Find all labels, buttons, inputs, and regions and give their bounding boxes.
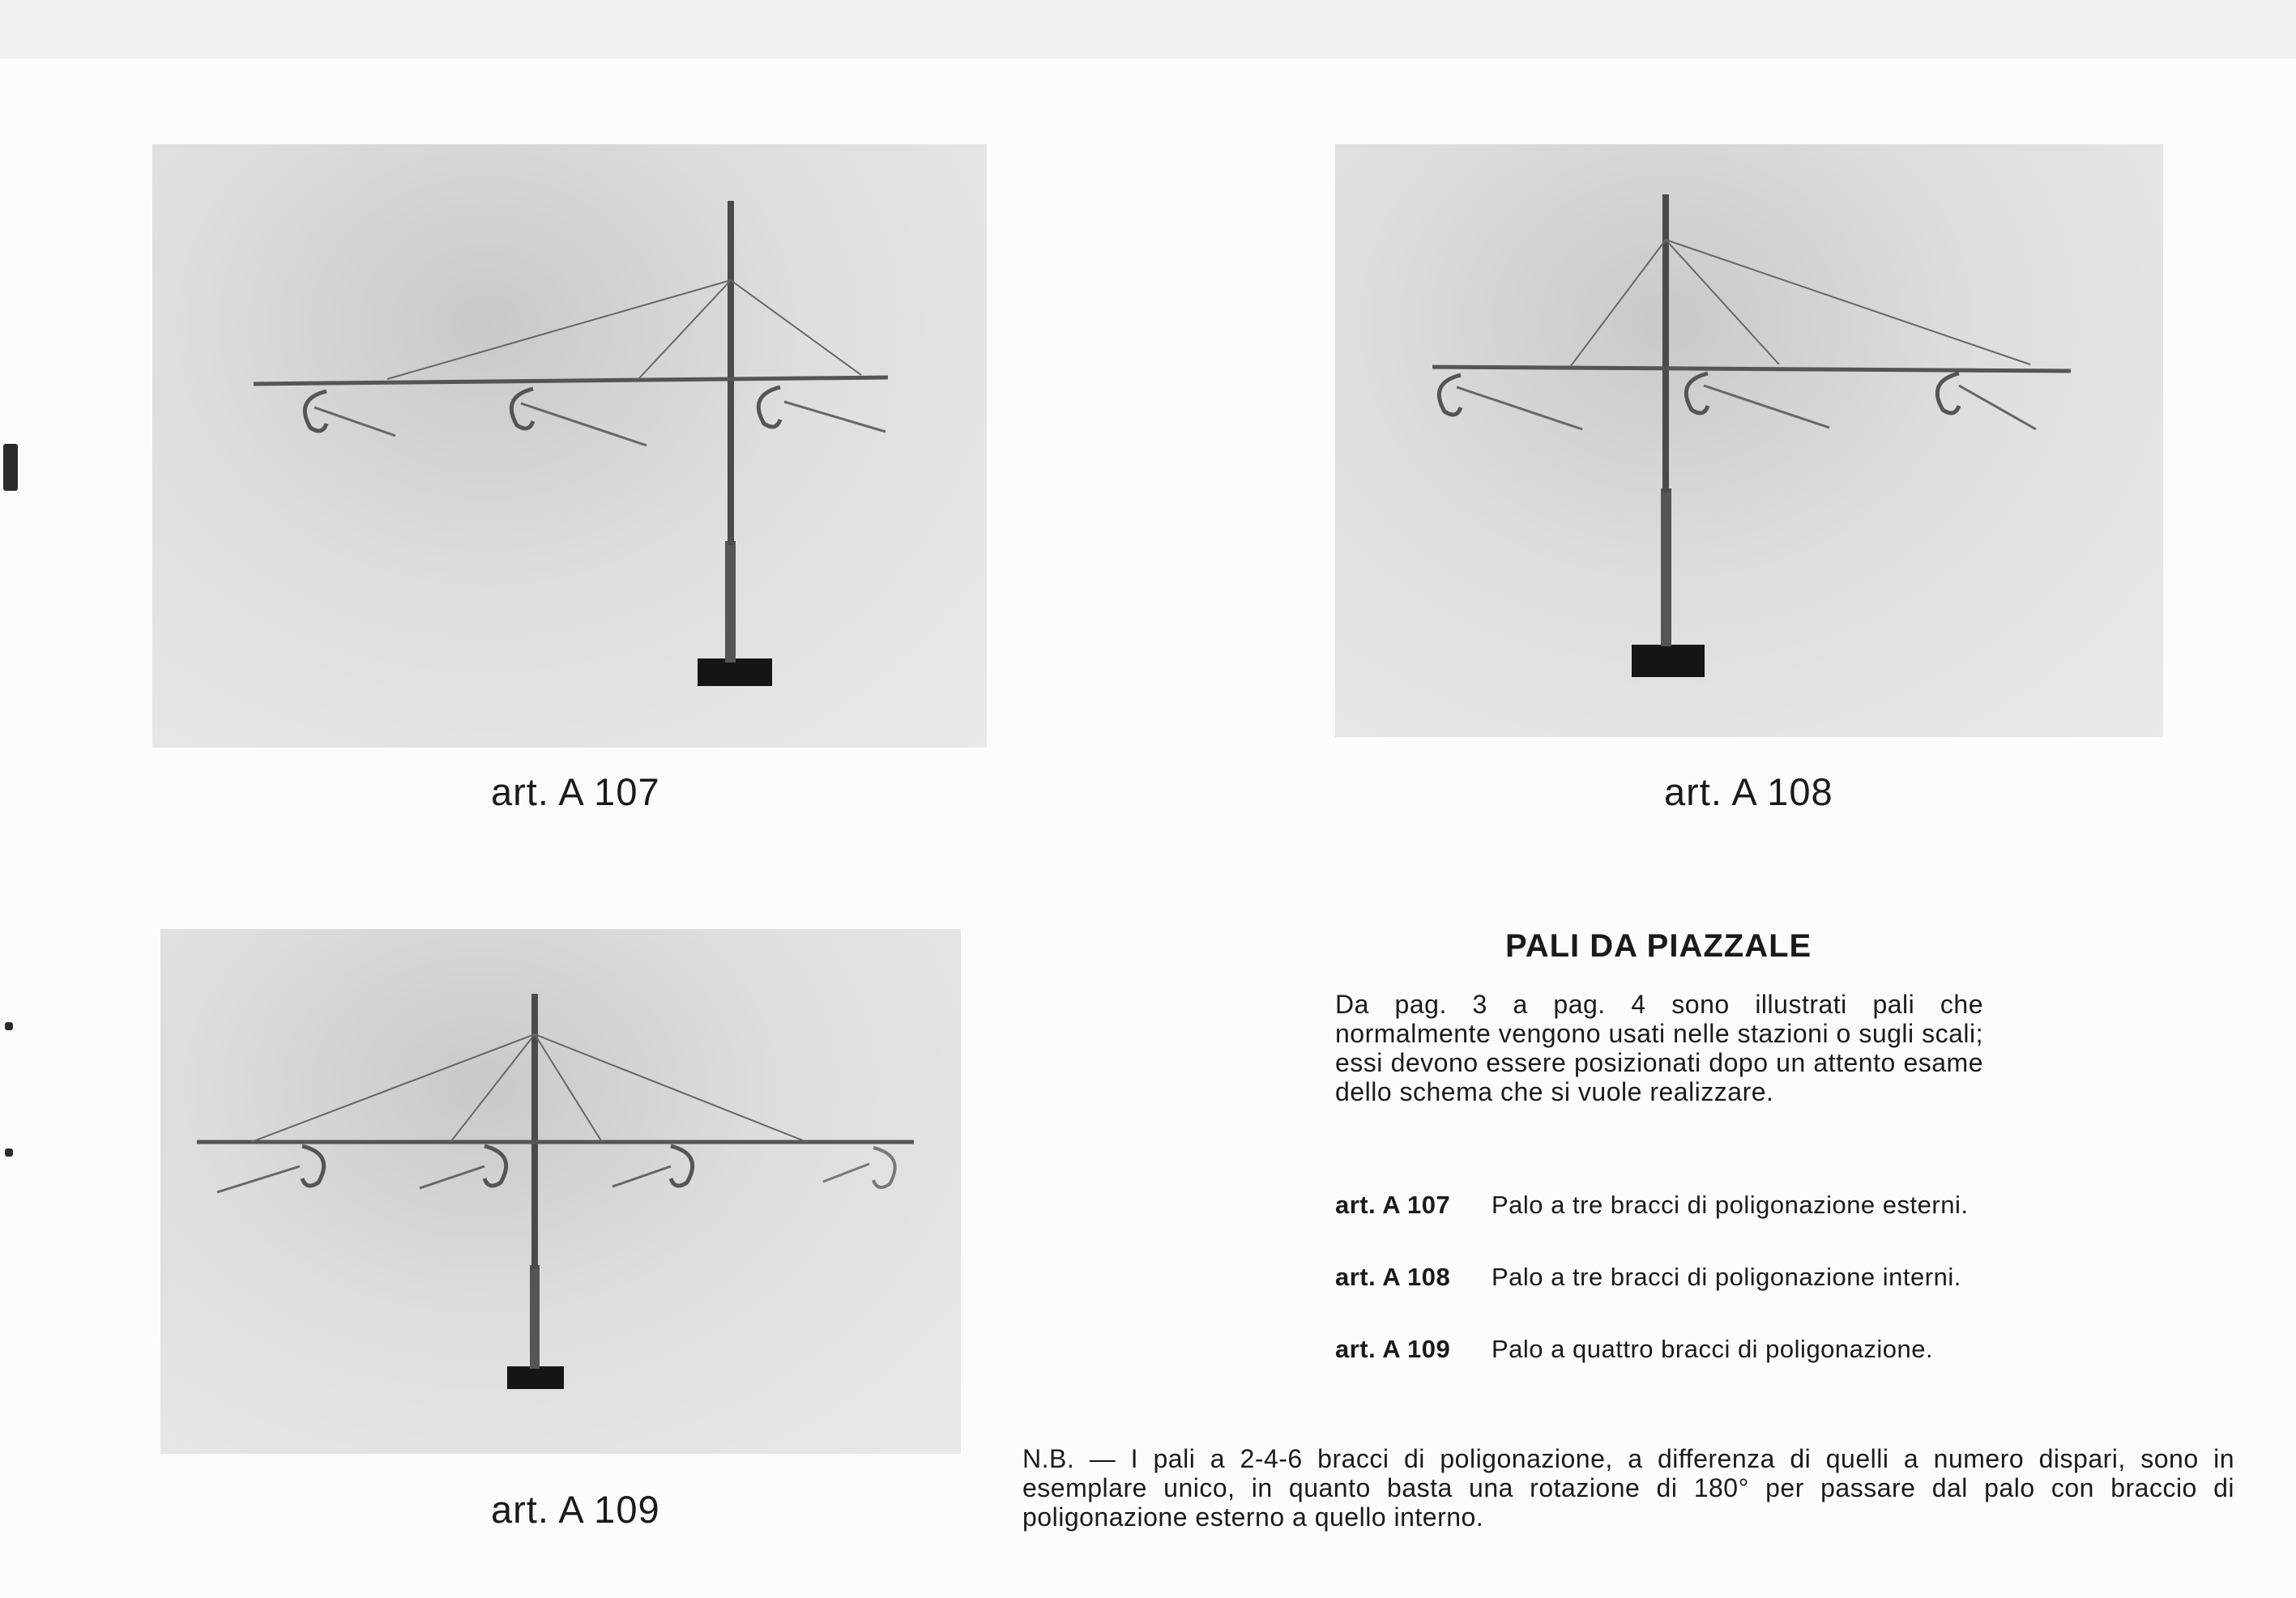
page-top-band [0, 0, 2296, 58]
photo-a109 [160, 929, 961, 1454]
article-row [1335, 1335, 1933, 1364]
article-code: art. A 107 [1335, 1191, 1451, 1219]
section-intro: Da pag. 3 a pag. 4 sono illustrati pali che normalmente vengono usati nelle stazioni o sugli scali; essi devono essere posizionati dopo un attento esame dello schema che si vuole realizzare. [1335, 990, 1983, 1106]
binding-mark [5, 1022, 13, 1030]
section-title: PALI DA PIAZZALE [1505, 928, 1812, 964]
article-row [1335, 1263, 1961, 1292]
photo-a109-caption: art. A 109 [491, 1488, 660, 1531]
photo-a107 [152, 144, 987, 748]
photo-a108-caption: art. A 108 [1664, 770, 1833, 813]
article-code: art. A 108 [1335, 1263, 1451, 1291]
article-row [1335, 1191, 1968, 1220]
footnote: N.B. — I pali a 2-4-6 bracci di poligonazione, a differenza di quelli a numero dispari, sono in esemplare unico, in quanto basta una rotazione di 180° per passare dal palo con braccio di poligonazione esterno a quello interno. [1022, 1444, 2234, 1532]
binding-mark [5, 1148, 13, 1157]
article-description: Palo a tre bracci di poligonazione interni. [1492, 1263, 1961, 1291]
binding-mark [3, 444, 18, 491]
photo-a107-caption: art. A 107 [491, 770, 660, 813]
article-description: Palo a quattro bracci di poligonazione. [1492, 1335, 1934, 1363]
article-code: art. A 109 [1335, 1335, 1451, 1363]
photo-a108 [1335, 144, 2163, 737]
article-description: Palo a tre bracci di poligonazione esterni. [1492, 1191, 1969, 1219]
